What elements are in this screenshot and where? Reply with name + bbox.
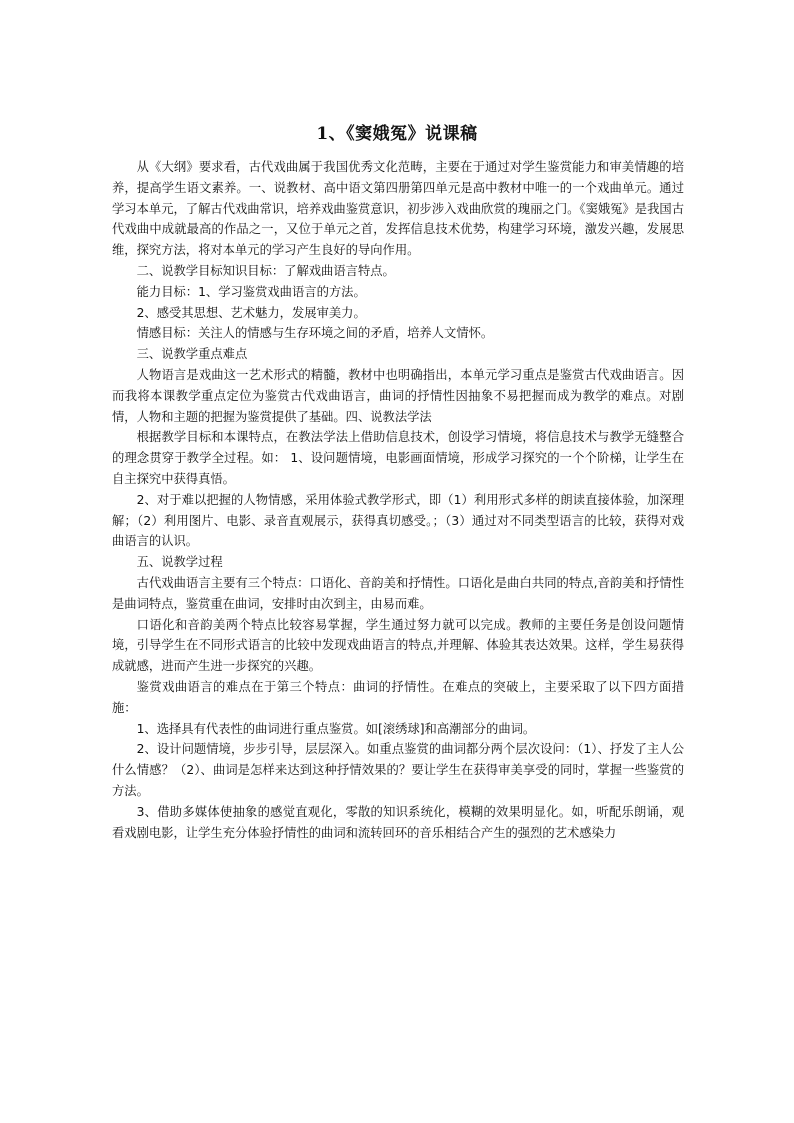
paragraph: 从《大纲》要求看，古代戏曲属于我国优秀文化范畴，主要在于通过对学生鉴赏能力和审美情趣的培养，提高学生语文素养。一、说教材、高中语文第四册第四单元是高中教材中唯一的一个戏曲单元。通过学习本单元，了解古代戏曲常识，培养戏曲鉴赏意识，初步涉入戏曲欣赏的瑰丽之门。《窦娥冤》是我国古代戏曲中成就最高的作品之一，又位于单元之首，发挥信息技术优势，构建学习环境，激发兴趣，发展思维，探究方法，将对本单元的学习产生良好的导向作用。 [112,160,684,258]
paragraph: 鉴赏戏曲语言的难点在于第三个特点：曲词的抒情性。在难点的突破上，主要采取了以下四方面措施： [112,679,684,715]
paragraph: 2、设计问题情境，步步引导，层层深入。如重点鉴赏的曲词都分两个层次设问：（1）、抒发了主人公什么情感？（2）、曲词是怎样来达到这种抒情效果的？要让学生在获得审美享受的同时，掌握一些鉴赏的方法。 [112,742,684,798]
paragraph: 情感目标：关注人的情感与生存环境之间的矛盾，培养人文情怀。 [136,326,494,341]
paragraph: 口语化和音韵美两个特点比较容易掌握，学生通过努力就可以完成。教师的主要任务是创设问题情境，引导学生在不同形式语言的比较中发现戏曲语言的特点,并理解、体验其表达效果。这样，学生易获得成就感，进而产生进一步探究的兴趣。 [112,617,684,674]
document-title: 1、《窦娥冤》说课稿 [316,124,478,144]
paragraph: 能力目标：1、学习鉴赏戏曲语言的方法。 [136,284,366,299]
paragraph: 2、对于难以把握的人物情感，采用体验式教学形式，即（1）利用形式多样的朗读直接体验，加深理解；（2）利用图片、电影、录音直观展示，获得真切感受。；（3）通过对不同类型语言的比较，获得对戏曲语言的认识。 [112,492,684,549]
paragraph: 1、选择具有代表性的曲词进行重点鉴赏。如[滚绣球]和高潮部分的曲词。 [136,721,536,736]
paragraph: 3、借助多媒体使抽象的感觉直观化，零散的知识系统化，模糊的效果明显化。如，听配乐朗诵，观看戏剧电影，让学生充分体验抒情性的曲词和流转回环的音乐相结合产生的强烈的艺术感染力 [112,804,684,840]
paragraph: 二、说教学目标知识目标：了解戏曲语言特点。 [136,263,395,278]
paragraph: 根据教学目标和本课特点，在教法学法上借助信息技术，创设学习情境，将信息技术与教学无缝整合的理念贯穿于教学全过程。如： 1、设问题情境，电影画面情境，形成学习探究的一个个阶梯，让学生在自主探究中获得真悟。 [112,430,684,486]
paragraph: 古代戏曲语言主要有三个特点：口语化、音韵美和抒情性。口语化是曲白共同的特点,音韵美和抒情性是曲词特点，鉴赏重在曲词，安排时由次到主，由易而难。 [112,575,684,611]
document-body [112,157,684,843]
paragraph: 五、说教学过程 [136,555,223,570]
paragraph: 三、说教学重点难点 [136,347,248,362]
paragraph: 2、感受其思想、艺术魅力，发展审美力。 [136,305,366,320]
paragraph: 人物语言是戏曲这一艺术形式的精髓，教材中也明确指出，本单元学习重点是鉴赏古代戏曲语言。因而我将本课教学重点定位为鉴赏古代戏曲语言，曲词的抒情性因抽象不易把握而成为教学的难点。对剧情，人物和主题的把握为鉴赏提供了基础。四、说教法学法 [112,367,684,424]
